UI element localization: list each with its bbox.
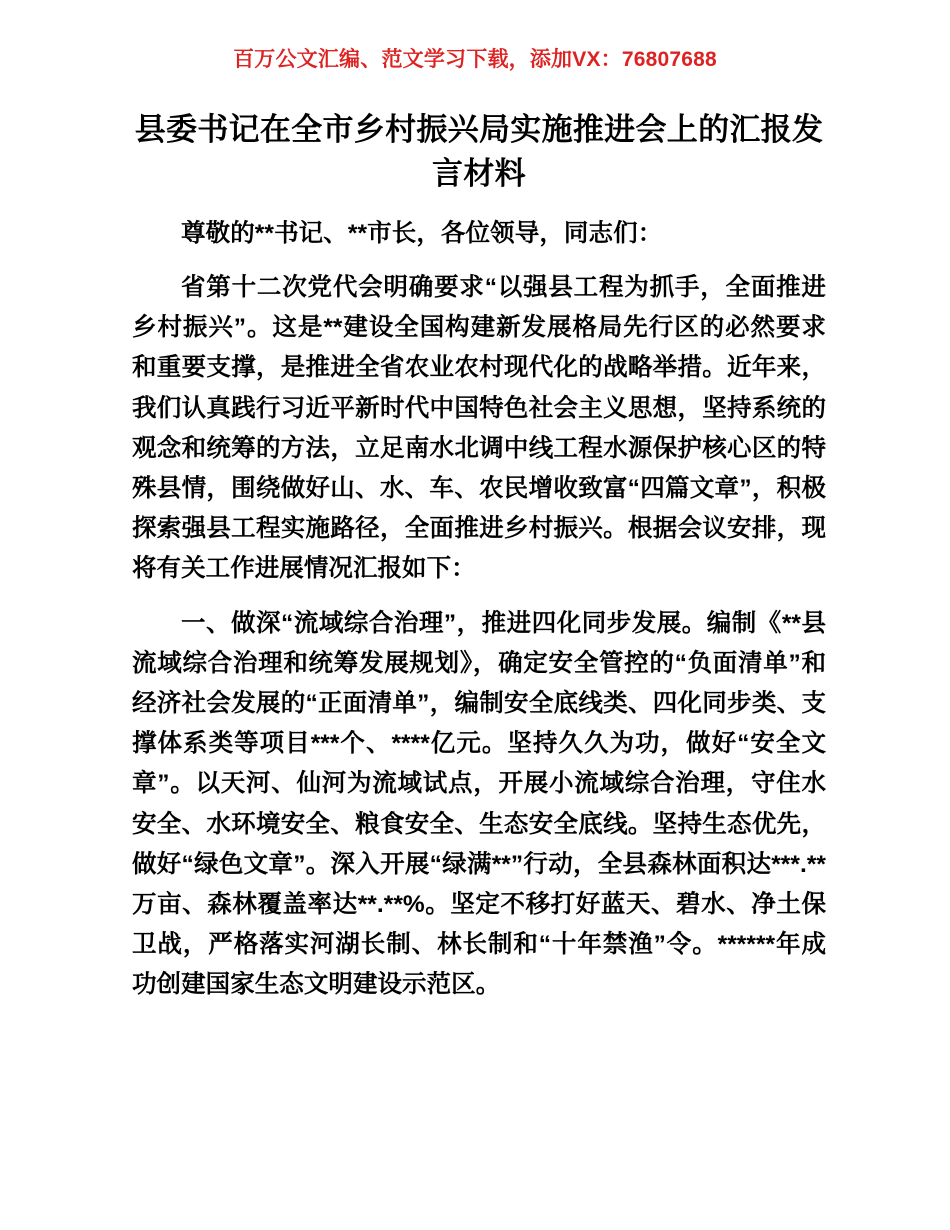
salutation-line: 尊敬的**书记、**市长，各位领导，同志们： — [181, 220, 663, 247]
body-paragraph-2: 一、做深“流域综合治理”，推进四化同步发展。编制《**县流域综合治理和统筹发展规划》，确定安全管控的“负面清单”和经济社会发展的“正面清单”，编制安全底线类、四化同步类、支撑体系类等项目***个、****亿元。坚持久久为功，做好“安全文章”。以天河、仙河为流域试点，开展小流域综合治理，守住水安全、水环境安全、粮食安全、生态安全底线。坚持生态优先，做好“绿色文章”。深入开展“绿满**”行动，全县森林面积达***.**万亩、森林覆盖率达**.**%。坚定不移打好蓝天、碧水、净土保卫战，严格落实河湖长制、林长制和“十年禁渔”令。******年成功创建国家生态文明建设示范区。 — [132, 609, 826, 999]
page-title: 县委书记在全市乡村振兴局实施推进会上的汇报发言材料 — [134, 112, 824, 191]
document-body — [132, 108, 826, 1006]
promo-banner: 百万公文汇编、范文学习下载，添加VX：76807688 — [233, 48, 717, 71]
body-paragraph-1: 省第十二次党代会明确要求“以强县工程为抓手，全面推进乡村振兴”。这是**建设全国构建新发展格局先行区的必然要求和重要支撑，是推进全省农业农村现代化的战略举措。近年来，我们认真践行习近平新时代中国特色社会主义思想，坚持系统的观念和统筹的方法，立足南水北调中线工程水源保护核心区的特殊县情，围绕做好山、水、车、农民增收致富“四篇文章”，积极探索强县工程实施路径，全面推进乡村振兴。根据会议安排，现将有关工作进展情况汇报如下： — [132, 274, 826, 583]
